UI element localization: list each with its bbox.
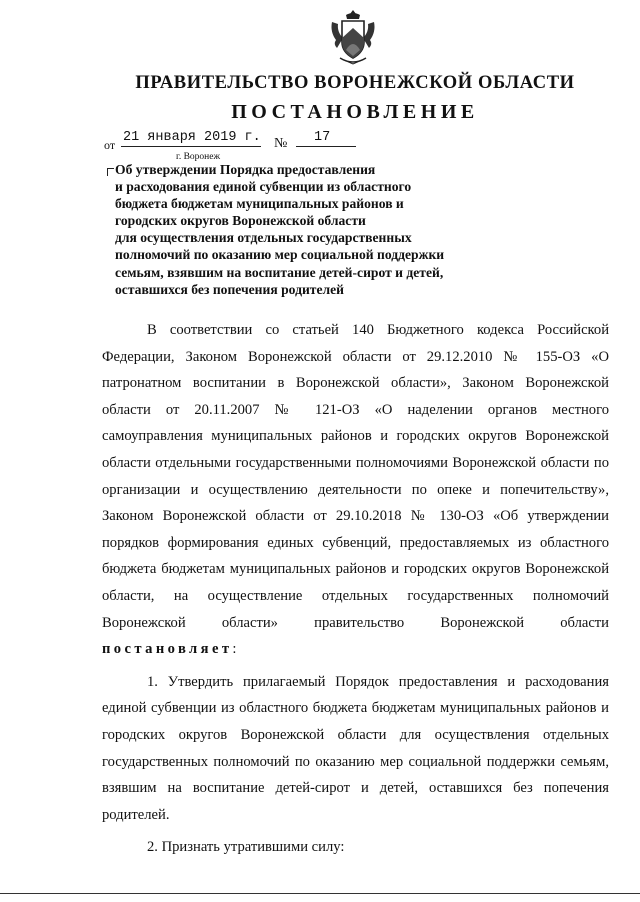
document-body — [102, 317, 609, 861]
decree-colon: : — [232, 641, 237, 658]
preamble-text: В соответствии со статьей 140 Бюджетного кодекса Российской Федерации, Законом Воронежской области от 29.12.2010 № 155-ОЗ «О патронатном воспитании в Воронежской области», Законом Воронежской области от 20.11.2007 № 121-ОЗ «О наделении органов местного самоуправления муниципальных районов и городских округов Воронежской области отдельными государственными полномочиями Воронежской области по организации и осуществлению деятельности по опеке и попечительству», Законом Воронежской области от 29.10.2018 № 130-ОЗ «Об утверждении порядков формирования единых субвенций, предоставляемых из областного бюджета бюджетам муниципальных районов и городских округов Воронежской области, на осуществление отдельных государственных полномочий Воронежской области» правительство Воронежской области — [102, 322, 609, 631]
subject-line: бюджета бюджетам муниципальных районов и — [115, 196, 404, 212]
item-1-paragraph: 1. Утвердить прилагаемый Порядок предоставления и расходования единой субвенции из областного бюджета бюджетам муниципальных районов и городских округов Воронежской области для осуществления отдельных государственных полномочий по оказанию мер социальной поддержки семьям, взявшим на воспитание детей-сирот и детей, оставшихся без попечения родителей. — [102, 673, 609, 823]
subject-line: полномочий по оказанию мер социальной поддержки — [115, 247, 445, 263]
date-prefix-label: от — [104, 138, 116, 152]
subject-bracket — [107, 168, 114, 176]
document-subject — [115, 161, 515, 298]
preamble-paragraph — [102, 317, 609, 663]
subject-line: семьям, взявшим на воспитание детей-сирот и детей, — [115, 264, 444, 280]
subject-line: для осуществления отдельных государственных — [115, 230, 412, 246]
date-number-row — [104, 130, 404, 154]
subject-line: городских округов Воронежской области — [115, 213, 366, 229]
document-date: 21 января 2019 г. — [123, 130, 261, 145]
coat-of-arms-icon — [328, 8, 378, 68]
page-bottom-rule — [0, 893, 640, 894]
number-label: № — [274, 136, 288, 151]
subject-line: и расходования единой субвенции из областного — [115, 179, 412, 195]
subject-line: оставшихся без попечения родителей — [115, 281, 344, 297]
government-title: ПРАВИТЕЛЬСТВО ВОРОНЕЖСКОЙ ОБЛАСТИ — [135, 73, 575, 93]
decree-word: постановляет — [102, 641, 233, 658]
subject-line: Об утверждении Порядка предоставления — [115, 162, 376, 177]
item-2-paragraph: 2. Признать утратившими силу: — [147, 839, 345, 856]
city-label: г. Воронеж — [176, 152, 221, 162]
document-type: ПОСТАНОВЛЕНИЕ — [231, 101, 479, 123]
document-number: 17 — [296, 130, 356, 147]
